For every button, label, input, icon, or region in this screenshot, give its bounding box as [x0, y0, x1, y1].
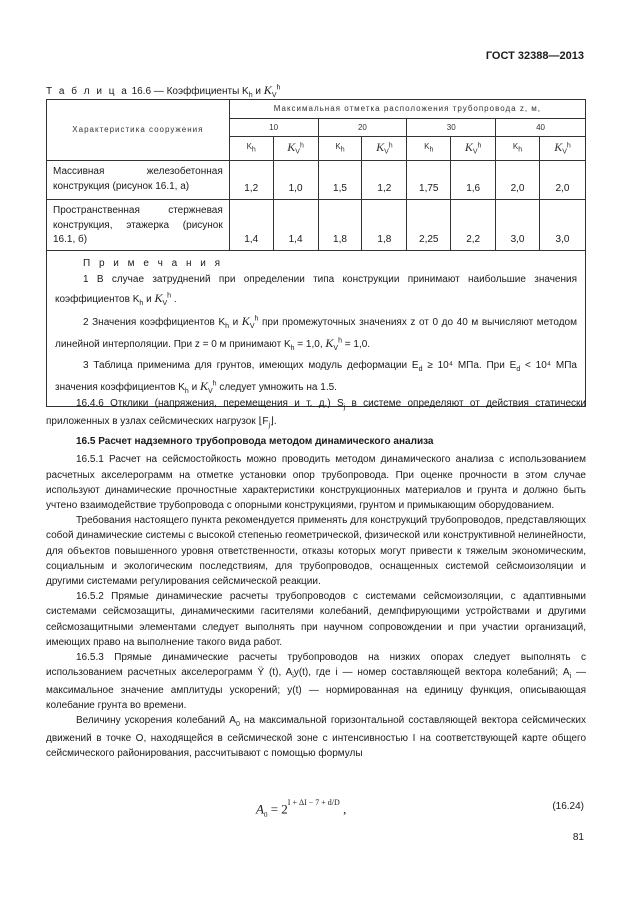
note-3: 3 Таблица применима для грунтов, имеющих модуль деформации $E_d \ge 10^4$ МПа. При $E_d < 10^4$ МПа значения коэффициентов $K_h$ и $K_V^h$ следует умножить на 1.5. — [55, 360, 577, 396]
paragraph-16-5-2: 16.5.2 Прямые динамические расчеты трубопроводов с системами сейсмоизоляции, с адаптивными системами сейсмозащиты, динамическими гасителями колебаний, демпфирующими устройствами и другими сейсмозащитными элементами следует выполнять при научном сопровождении и при участии организаций, имеющих право на выполнение такого вида работ. — [46, 591, 586, 648]
paragraph-16-5-1: 16.5.1 Расчет на сейсмостойкость можно проводить методом динамического анализа с использованием расчетных акселерограмм на отметке установки опор трубопровода. При оценке прочности в этом случае используют динамические прочностные характеристики конструкционных материалов и грунта и должно быть учтено взаимодействие трубопровода с опорными конструкциями, грунтом и примыкающим оборудованием. — [46, 454, 586, 511]
row-label: Пространственная стержневая конструкция, этажерка (рисунок 16.1, б) — [47, 200, 230, 251]
notes-title: П р и м е ч а н и я — [83, 257, 224, 269]
table-cell: 1,4 — [273, 200, 318, 251]
header-max-height: Максимальная отметка расположения трубопровода z, м, — [229, 100, 585, 119]
height-40: 40 — [496, 119, 586, 137]
table-cell: 3,0 — [540, 200, 586, 251]
body-text — [46, 396, 586, 761]
table-cell: 1,2 — [229, 161, 273, 200]
row-label: Массивная железобетонная конструкция (рисунок 16.1, а) — [47, 161, 230, 200]
table-cell: 1,6 — [451, 161, 496, 200]
paragraph-requirements: Требования настоящего пункта рекомендуется применять для конструкций трубопроводов, представляющих собой динамические системы с высокой степенью геометрической, физической или конструктивной нелинейности, для объектов повышенного уровня ответственности, отказы которых могут привести к тяжелым экономическим, социальным и экологическим последствиям, для трубопроводов, оснащенных системой сейсмоизоляции и другими системами регулирования сейсмической реакции. — [46, 515, 586, 587]
note-2: 2 Значения коэффициентов $K_h$ и $K_V^h$ при промежуточных значениях z от 0 до 40 м вычисляют методом линейной интерполяции. При z = 0 м принимают $K_h = 1,0$, $K_V^h = 1,0$. — [55, 314, 577, 353]
paragraph-acceleration: Величину ускорения колебаний $A_0$ на максимальной горизонтальной составляющей вектора сейсмических движений в точке O, находящейся в сейсмической зоне с интенсивностью I на соответствующей карте общего сейсмического районирования, рассчитывают с помощью формулы — [46, 715, 586, 759]
table-cell: 1,4 — [229, 200, 273, 251]
table-cell: 1,0 — [273, 161, 318, 200]
kh-header: $K_h$ — [407, 137, 451, 161]
paragraph-16-4-6: 16.4.6 Отклики (напряжения, перемещения и т. д.) $S_j$ в системе определяют от действия статически приложенных в узлах сейсмических нагрузок $⌊F_j⌋$. — [46, 398, 586, 429]
table-cell: 1,2 — [362, 161, 407, 200]
header-structure-type: Характеристика сооружения — [47, 100, 230, 161]
coefficients-table — [46, 99, 586, 407]
kv-header: $K_V^h$ — [273, 137, 318, 161]
section-heading-16-5: 16.5 Расчет надземного трубопровода методом динамического анализа — [76, 436, 434, 448]
table-cell: 1,5 — [318, 161, 362, 200]
paragraph-16-5-3: 16.5.3 Прямые динамические расчеты трубопроводов на низких опорах следует выполнять с использованием расчетных акселерограмм Ÿ (t), $A_iy(t)$, где i — номер составляющей вектора колебаний; $A_i$ — максимальное значение амплитуды ускорений; y(t) — нормированная на единицу функция, описывающая колебание грунта во времени. — [46, 651, 587, 711]
height-10: 10 — [229, 119, 318, 137]
table-cell: 2,0 — [496, 161, 540, 200]
table-notes — [47, 250, 586, 406]
note-1: 1 В случае затруднений при определении типа конструкции принимают наибольшие значения коэффициентов $K_h$ и $K_V^h$ . — [55, 273, 577, 307]
height-30: 30 — [407, 119, 496, 137]
table-cell: 3,0 — [496, 200, 540, 251]
table-cell: 2,25 — [407, 200, 451, 251]
table-caption: Т а б л и ц а 16.6 — Коэффициенты $K_h$ и $K_V^h$ — [46, 83, 281, 99]
page-number: 81 — [572, 832, 584, 843]
height-20: 20 — [318, 119, 407, 137]
table-cell: 1,75 — [407, 161, 451, 200]
table-row — [47, 200, 586, 251]
table-cell: 2,2 — [451, 200, 496, 251]
kh-header: $K_h$ — [496, 137, 540, 161]
table-row — [47, 161, 586, 200]
table-cell: 2,0 — [540, 161, 586, 200]
kh-header: $K_h$ — [229, 137, 273, 161]
table-cell: 1,8 — [362, 200, 407, 251]
kv-header: $K_V^h$ — [451, 137, 496, 161]
document-id-header: ГОСТ 32388—2013 — [485, 50, 584, 62]
formula-number: (16.24) — [552, 801, 584, 812]
kh-header: $K_h$ — [318, 137, 362, 161]
kv-header: $K_V^h$ — [362, 137, 407, 161]
table-caption-label: Т а б л и ц а — [46, 86, 129, 97]
table-caption-text: 16.6 — Коэффициенты K — [131, 86, 249, 97]
table-cell: 1,8 — [318, 200, 362, 251]
kv-header: $K_V^h$ — [540, 137, 586, 161]
formula-16-24: $A_0 = 2^{I + \Delta I - 7 + d/D}$ , — [256, 798, 347, 819]
